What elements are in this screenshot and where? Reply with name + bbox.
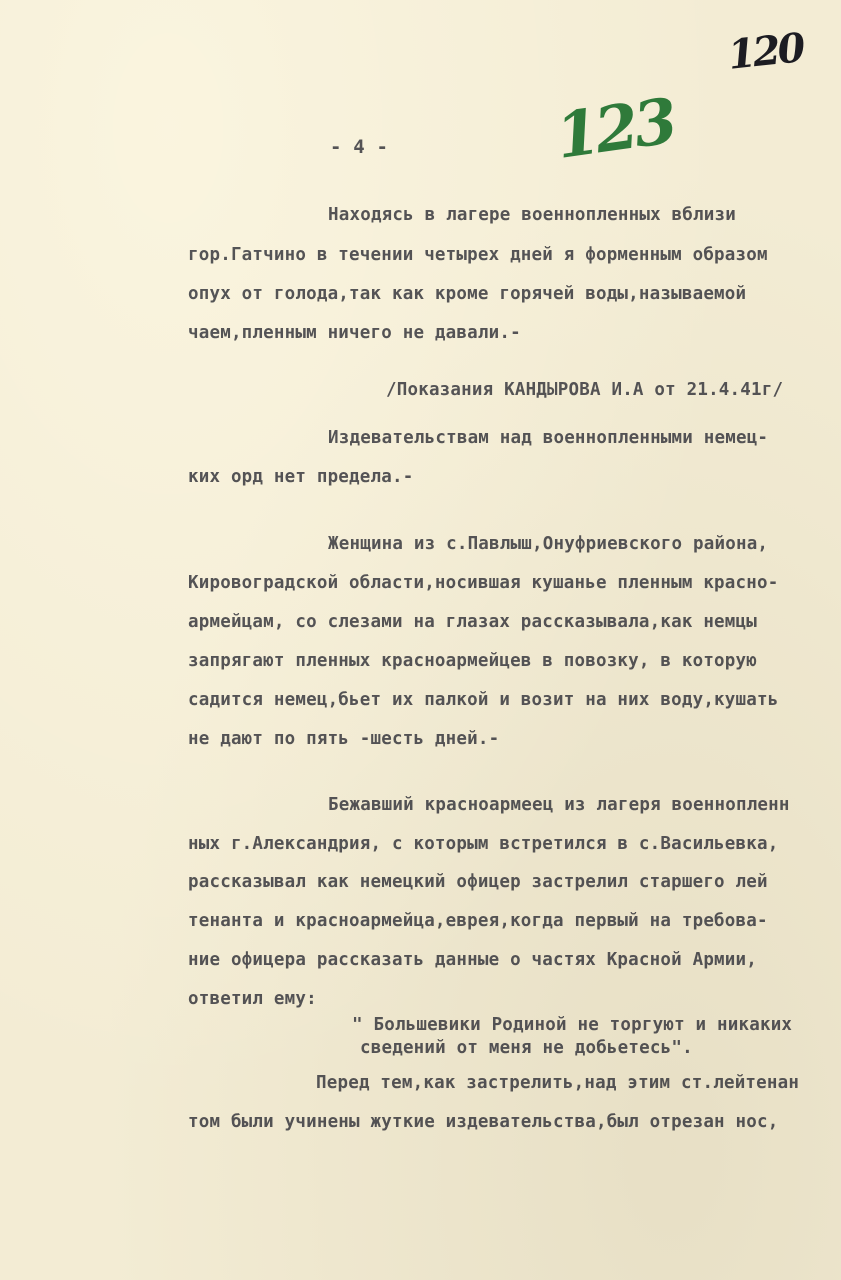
text-line: Бежавший красноармеец из лагеря военнопленн xyxy=(328,795,790,815)
text-line: не дают по пять -шесть дней.- xyxy=(188,729,500,749)
text-line: запрягают пленных красноармейцев в повозку, в которую xyxy=(188,651,758,671)
quote-line: " Большевики Родиной не торгуют и никаких xyxy=(352,1015,793,1035)
text-line: опух от голода,так как кроме горячей воды,называемой xyxy=(188,284,747,304)
text-line: Издевательствам над военнопленными немец- xyxy=(328,428,769,448)
text-line: чаем,пленным ничего не давали.- xyxy=(188,323,521,343)
text-line: Перед тем,как застрелить,над этим ст.лейтенан xyxy=(316,1073,800,1093)
text-line: том были учинены жуткие издевательства,был отрезан нос, xyxy=(188,1112,779,1132)
quote-line: сведений от меня не добьетесь". xyxy=(360,1038,693,1058)
testimony-citation: /Показания КАНДЫРОВА И.А от 21.4.41г/ xyxy=(386,380,784,400)
text-line: ние офицера рассказать данные о частях Красной Армии, xyxy=(188,950,758,970)
text-line: рассказывал как немецкий офицер застрелил старшего лей xyxy=(188,872,768,892)
text-line: ответил ему: xyxy=(188,989,317,1009)
text-line: Кировоградской области,носившая кушанье пленным красно- xyxy=(188,573,779,593)
text-line: армейцам, со слезами на глазах рассказывала,как немцы xyxy=(188,612,758,632)
text-line: Женщина из с.Павлыш,Онуфриевского района, xyxy=(328,534,769,554)
text-line: садится немец,бьет их палкой и возит на них воду,кушать xyxy=(188,690,779,710)
handwritten-page-mark: 123 xyxy=(551,84,678,173)
text-line: гор.Гатчино в течении четырех дней я форменным образом xyxy=(188,245,768,265)
text-line: тенанта и красноармейца,еврея,когда первый на требова- xyxy=(188,911,768,931)
archive-page-number: 120 xyxy=(725,24,805,79)
page-number: - 4 - xyxy=(330,136,389,158)
text-line: Находясь в лагере военнопленных вблизи xyxy=(328,205,736,225)
text-line: ных г.Александрия, с которым встретился в с.Васильевка, xyxy=(188,834,779,854)
text-line: ких орд нет предела.- xyxy=(188,467,414,487)
